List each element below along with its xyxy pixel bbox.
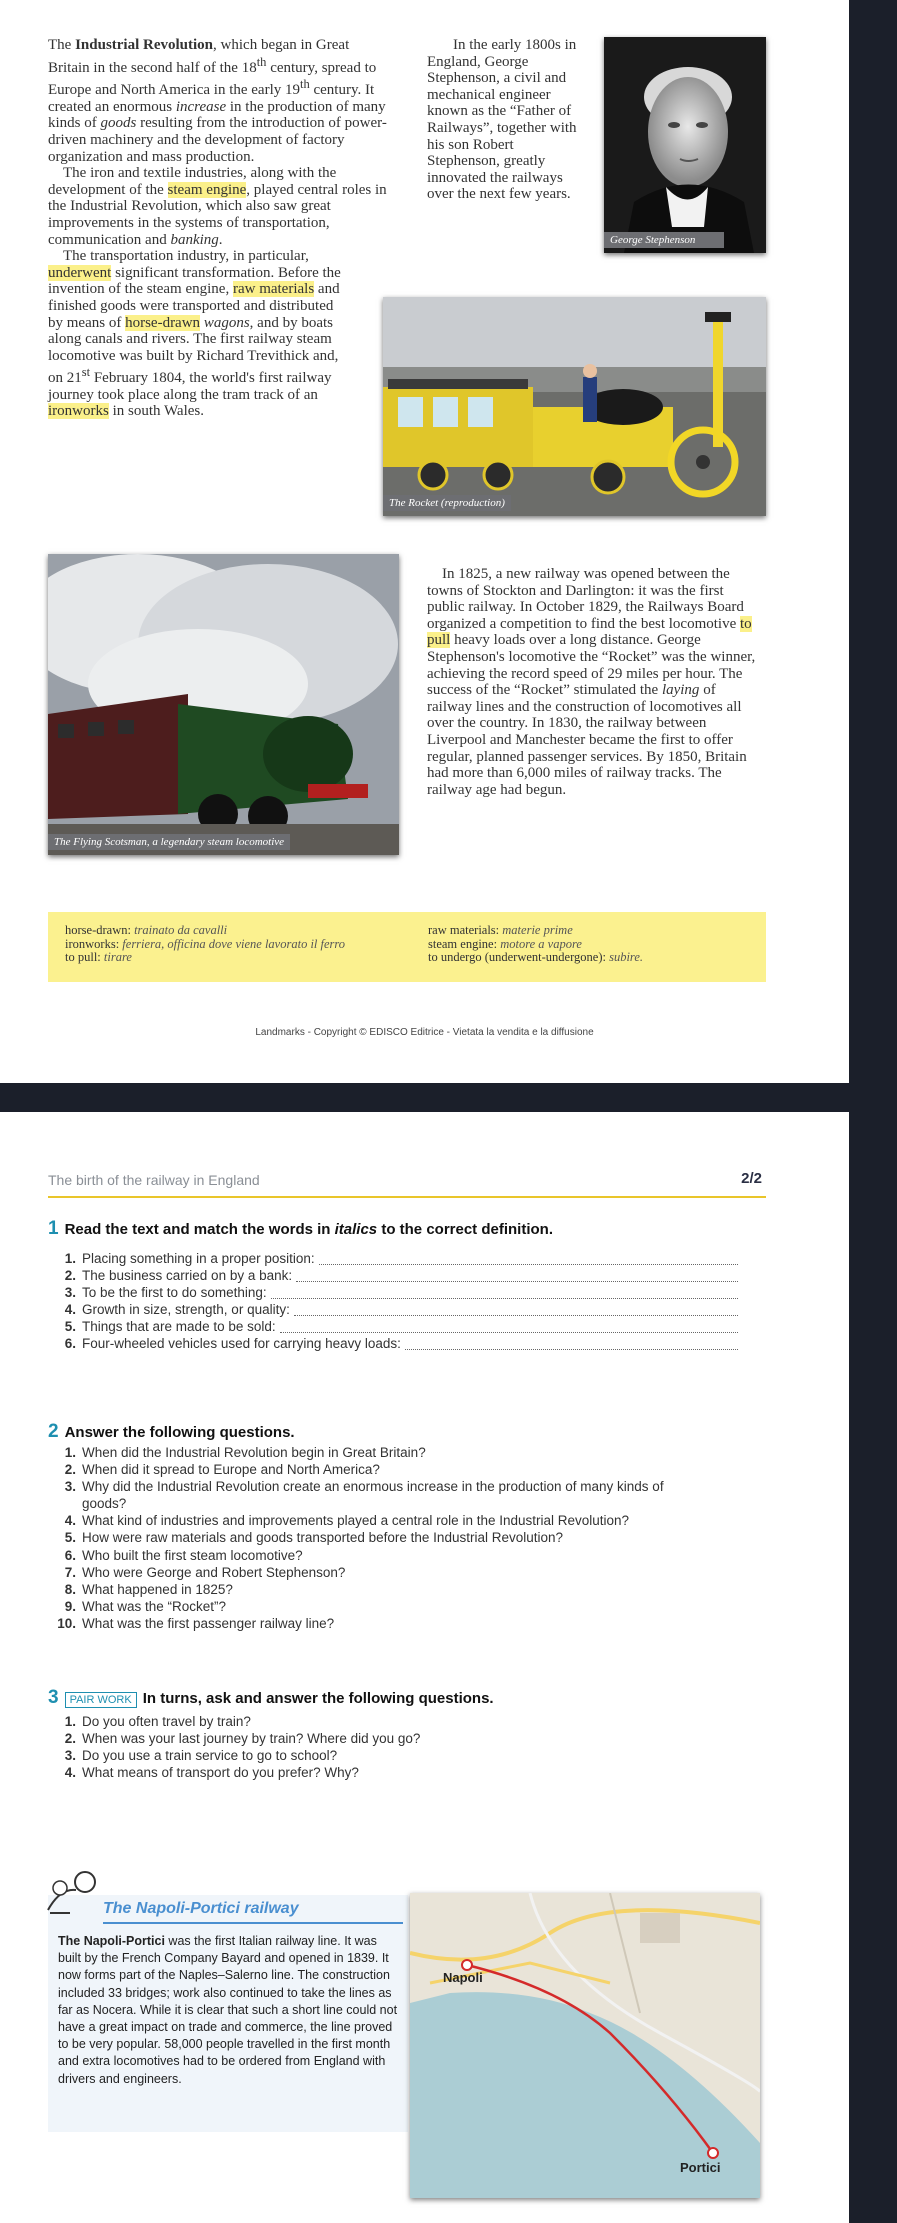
exercise-2-list [48, 1444, 748, 1632]
flying-scotsman-photo [48, 554, 399, 855]
question-item [48, 1301, 738, 1318]
question-text: The business carried on by a bank: [82, 1268, 293, 1284]
exercise-1-list [48, 1250, 738, 1353]
question-item [48, 1318, 738, 1335]
answer-line[interactable] [280, 1332, 738, 1333]
question-number: 2. [64, 1462, 76, 1478]
question-number: 7. [64, 1564, 76, 1580]
question-item [48, 1267, 738, 1284]
question-number: 2. [64, 1268, 76, 1284]
map-label-portici: Portici [680, 2160, 721, 2175]
question-number: 3. [64, 1479, 76, 1495]
question-text: When did the Industrial Revolution begin in Great Britain? [82, 1445, 426, 1460]
question-text: Who built the first steam locomotive? [82, 1547, 303, 1563]
question-text: What kind of industries and improvements played a central role in the Industrial Revolution? [82, 1513, 630, 1529]
exercise-2-title: 2 Answer the following questions. [48, 1421, 295, 1442]
question-item [48, 1764, 748, 1781]
question-number: 5. [64, 1530, 76, 1546]
page-indicator: 2/2 [741, 1170, 762, 1187]
portrait-caption: George Stephenson [604, 232, 724, 248]
copyright-notice: Landmarks - Copyright © EDISCO Editrice - Vietata la vendita e la diffusione [255, 1027, 594, 1038]
question-item [48, 1547, 748, 1564]
exercise-3-list [48, 1713, 748, 1781]
question-item [48, 1444, 748, 1461]
paragraph-3: The transportation industry, in particular, underwent significant transformation. Before the invention of the steam engine, raw materials and finished goods were transported and distributed by means of horse-drawn wagons, and by boats along canals and rivers. The first railway steam locomotive was built by Richard Trevithick and, on 21st February 1804, the world's first railway journey took place along the tram track of an ironworks in south Wales. [48, 248, 341, 420]
answer-line[interactable] [271, 1298, 738, 1299]
question-number: 8. [64, 1581, 76, 1597]
question-item [48, 1581, 748, 1598]
question-item [48, 1284, 738, 1301]
glossary-box [48, 912, 766, 982]
flying-scotsman-image [48, 554, 399, 855]
answer-line[interactable] [405, 1349, 738, 1350]
paragraph-2: The iron and textile industries, along with the development of the steam engine, played central roles in the Industrial Revolution, which also saw great improvements in the systems of transportation, communication and banking. [48, 165, 387, 248]
question-item [48, 1730, 748, 1747]
question-text: goods? [82, 1496, 127, 1512]
question-text: Who were George and Robert Stephenson? [82, 1564, 346, 1580]
question-item [48, 1335, 738, 1352]
question-text: Do you often travel by train? [82, 1714, 251, 1729]
intro-column [48, 37, 393, 420]
question-number: 3. [64, 1285, 76, 1301]
railway-paragraph: In 1825, a new railway was opened between the towns of Stockton and Darlington: it was the first public railway. In October 1829, the Railways Board organized a competition to find the best locomotive to pull heavy loads over a long distance. George Stephenson's locomotive the “Rocket” was the winner, achieving the record speed of 29 miles per hour. The success of the “Rocket” stimulated the laying of railway lines and the construction of locomotives all over the country. In 1830, the railway between Liverpool and Manchester became the first to offer regular, planned passenger services. By 1850, Britain had more than 6,000 miles of railway tracks. The railway age had begun. [427, 566, 756, 798]
question-text: Things that are made to be sold: [82, 1319, 276, 1335]
question-text: How were raw materials and goods transported before the Industrial Revolution? [82, 1530, 564, 1546]
magnifier-figure-icon [40, 1868, 100, 1918]
paragraph-1: The Industrial Revolution, which began in Great Britain in the second half of the 18th century, spread to Europe and North America in the early 19th century. It created an enormous increase in the production of many kinds of goods resulting from the introduction of power-driven machinery and the development of factory organization and mass production. [48, 37, 387, 165]
title-rule [103, 1922, 403, 1924]
question-number: 1. [64, 1445, 76, 1460]
question-text: What happened in 1825? [82, 1581, 233, 1597]
rocket-photo [383, 297, 766, 516]
question-number: 4. [64, 1513, 76, 1529]
section-title: The birth of the railway in England [48, 1172, 260, 1188]
exercise-1-title: 1 Read the text and match the words in italics to the correct definition. [48, 1218, 553, 1239]
question-item [48, 1495, 748, 1512]
flying-scotsman-caption: The Flying Scotsman, a legendary steam locomotive [48, 834, 290, 850]
stephenson-paragraph: In the early 1800s in England, George Stephenson, a civil and mechanical engineer known as the “Father of Railways”, together with his son Robert Stephenson, greatly innovated the railways over the next few years. [427, 37, 577, 203]
question-text: Four-wheeled vehicles used for carrying heavy loads: [82, 1336, 401, 1352]
napoli-portici-map [410, 1893, 760, 2198]
question-text: Placing something in a proper position: [82, 1251, 315, 1266]
question-item [48, 1747, 748, 1764]
portrait-photo [604, 37, 766, 253]
map-label-napoli: Napoli [443, 1970, 483, 1985]
question-number: 5. [64, 1319, 76, 1335]
stephenson-column [427, 37, 577, 203]
question-text: What means of transport do you prefer? Why? [82, 1765, 359, 1781]
pair-work-badge: PAIR WORK [65, 1692, 137, 1708]
question-item [48, 1598, 748, 1615]
question-item [48, 1529, 748, 1546]
question-item [48, 1564, 748, 1581]
question-text: To be the first to do something: [82, 1285, 267, 1301]
question-item [48, 1512, 748, 1529]
question-item [48, 1478, 748, 1495]
question-text: When did it spread to Europe and North America? [82, 1462, 380, 1478]
question-item [48, 1250, 738, 1267]
answer-line[interactable] [296, 1281, 738, 1282]
answer-line[interactable] [319, 1264, 738, 1265]
question-text: Why did the Industrial Revolution create an enormous increase in the production of many kinds of [82, 1479, 664, 1495]
napoli-portici-text: The Napoli-Portici was the first Italian railway line. It was built by the French Company Bayard and opened in 1839. It now forms part of the Naples–Salerno line. The construction included 33 bridges; work also continued to take the lines as far as Nocera. While it is clear that such a short line could not have a great impact on trade and commerce, the line proved to be very popular. 58,000 people travelled in the first month and extra locomotives had to be ordered from England with drivers and engineers. [58, 1934, 398, 2086]
section-header [48, 1160, 766, 1198]
question-number: 2. [64, 1731, 76, 1747]
rocket-image [383, 297, 766, 516]
question-number: 3. [64, 1748, 76, 1764]
question-item [48, 1615, 748, 1632]
question-item [48, 1713, 748, 1730]
exercise-3-title: 3 PAIR WORK In turns, ask and answer the following questions. [48, 1687, 494, 1708]
railway-history-column [427, 566, 764, 798]
question-number: 9. [64, 1598, 76, 1614]
question-number: 4. [64, 1302, 76, 1318]
answer-line[interactable] [294, 1315, 738, 1316]
portrait-image [604, 37, 766, 253]
page-1 [0, 0, 849, 1083]
question-text: Growth in size, strength, or quality: [82, 1302, 290, 1318]
glossary-right: raw materials: materie prime steam engine: motore a vapore to undergo (underwent-undergone): subire. [428, 923, 644, 964]
napoli-portici-title: The Napoli-Portici railway [103, 1900, 299, 1917]
rocket-caption: The Rocket (reproduction) [383, 495, 511, 511]
question-text: When was your last journey by train? Where did you go? [82, 1731, 421, 1747]
question-item [48, 1461, 748, 1478]
question-number: 6. [64, 1336, 76, 1352]
question-text: What was the “Rocket”? [82, 1598, 227, 1614]
question-text: What was the first passenger railway line? [82, 1615, 335, 1631]
question-number: 1. [64, 1714, 76, 1729]
question-text: Do you use a train service to go to school? [82, 1748, 338, 1764]
question-number: 1. [64, 1251, 76, 1266]
question-number: 4. [64, 1765, 76, 1781]
question-number: 10. [57, 1615, 76, 1631]
route-map [410, 1893, 760, 2198]
question-number: 6. [64, 1547, 76, 1563]
glossary-left: horse-drawn: trainato da cavalli ironworks: ferriera, officina dove viene lavorato il ferro to pull: tirare [65, 923, 346, 964]
